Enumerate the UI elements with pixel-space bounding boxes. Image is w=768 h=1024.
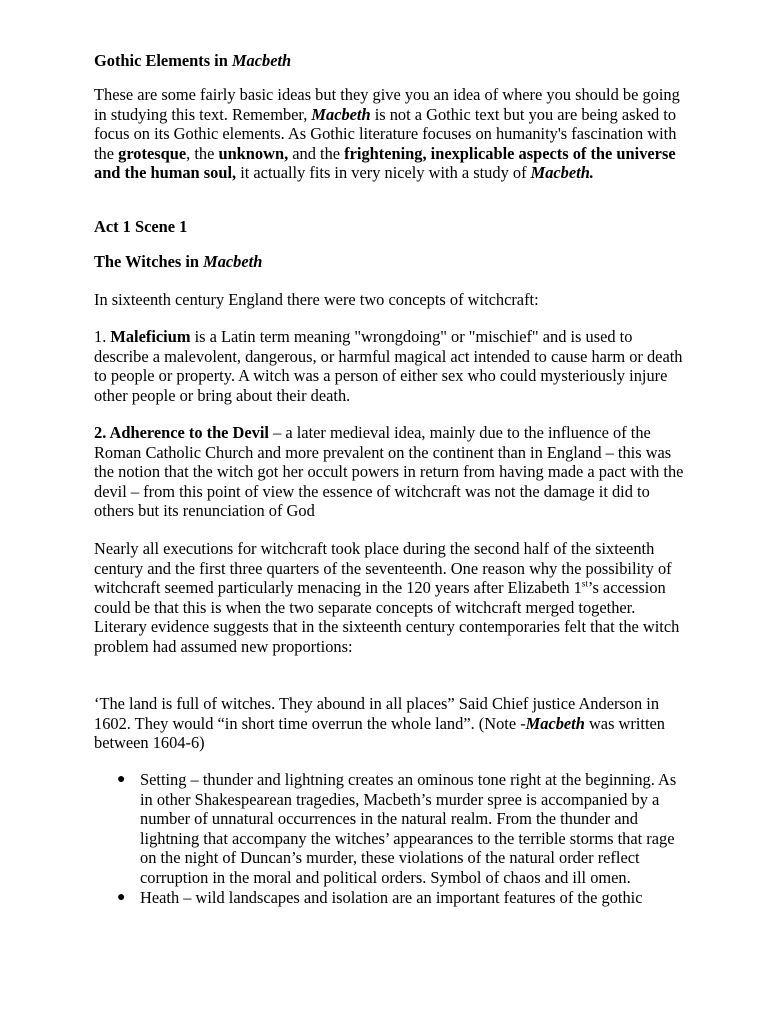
quote-text-1: ‘The land is full of witches. They abound in all places” Said Chief justice Anderson in 1602. They would “in short time overrun the whole land”. (Note - bbox=[94, 694, 660, 733]
quote-macbeth: Macbeth bbox=[525, 713, 585, 733]
quote-paragraph bbox=[94, 694, 684, 753]
concept-1-text: is a Latin term meaning "wrongdoing" or "mischief" and is used to describe a malevolent, dangerous, or harmful magical act intended to cause harm or death to people or property. A witch was a person of either sex who could mysteriously injure other people or bring about their death. bbox=[94, 327, 683, 405]
quote-text-2: was written between 1604-6) bbox=[94, 713, 665, 753]
scene-heading-text: Act 1 Scene 1 bbox=[94, 217, 188, 236]
list-item bbox=[94, 770, 684, 888]
list-item-text: Heath – wild landscapes and isolation are an important features of the gothic bbox=[140, 887, 643, 907]
list-item-text: Setting – thunder and lightning creates an ominous tone right at the beginning. As in other Shakespearean tragedies, Macbeth’s murder spree is accompanied by a number of unnatural occurrences in the natural realm. From the thunder and lightning that accompany the witches’ appearances to the terrible storms that rage on the night of Duncan’s murder, these violations of the natural order reflect corruption in the moral and political orders. Symbol of chaos and ill omen. bbox=[140, 770, 677, 887]
concept-2-term: Adherence to the Devil bbox=[109, 423, 269, 442]
bullet-icon: ● bbox=[117, 889, 126, 905]
witches-heading bbox=[94, 252, 684, 272]
concepts-intro bbox=[94, 290, 684, 310]
scene-heading bbox=[94, 217, 684, 237]
executions-text-2: ’s accession could be that this is when the two separate concepts of witchcraft merged together. Literary evidence suggests that in the sixteenth century contemporaries felt that the witch problem had assumed new proportions: bbox=[94, 578, 680, 656]
intro-frightening: frightening, inexplicable aspects of the universe and the human soul, bbox=[94, 143, 676, 183]
concept-1-term: Maleficium bbox=[110, 327, 191, 346]
intro-unknown: unknown, bbox=[218, 143, 289, 163]
concepts-intro-text: In sixteenth century England there were two concepts of witchcraft: bbox=[94, 290, 539, 309]
intro-text-1: These are some fairly basic ideas but they give you an idea of where you should be going in studying this text. Remember, bbox=[94, 85, 680, 124]
intro-text-3: , the bbox=[186, 143, 219, 163]
title-prefix: Gothic Elements in bbox=[94, 51, 232, 70]
concept-1-number: 1. bbox=[94, 327, 111, 346]
concept-1-paragraph bbox=[94, 327, 684, 405]
gothic-elements-list bbox=[94, 770, 684, 907]
intro-paragraph bbox=[94, 85, 684, 183]
title-italic: Macbeth bbox=[231, 51, 292, 70]
concept-2-text: – a later medieval idea, mainly due to the influence of the Roman Catholic Church and more prevalent on the continent than in England – this was the notion that the witch got her occult powers in return from having made a pact with the devil – from this point of view the essence of witchcraft was not the damage it did to others but its renunciation of God bbox=[94, 423, 684, 521]
intro-macbeth-2: Macbeth. bbox=[530, 163, 594, 183]
intro-text-5: it actually fits in very nicely with a study of bbox=[236, 163, 531, 183]
executions-paragraph bbox=[94, 539, 684, 657]
page-title bbox=[94, 51, 684, 71]
intro-macbeth-1: Macbeth bbox=[311, 104, 371, 124]
witches-heading-prefix: The Witches in bbox=[94, 252, 204, 271]
executions-text-1: Nearly all executions for witchcraft took place during the second half of the sixteenth century and the first three quarters of the seventeenth. One reason why the possibility of witchcraft seemed particularly menacing in the 120 years after Elizabeth 1 bbox=[94, 539, 672, 598]
concept-2-paragraph bbox=[94, 423, 684, 521]
concept-2-number: 2. bbox=[94, 423, 110, 442]
intro-text-4: and the bbox=[288, 143, 345, 163]
intro-text-2: is not a Gothic text but you are being asked to focus on its Gothic elements. As Gothic literature focuses on humanity's fascination with the bbox=[94, 104, 677, 163]
executions-superscript: st bbox=[581, 578, 588, 589]
witches-heading-italic: Macbeth bbox=[203, 252, 263, 271]
bullet-icon: ● bbox=[117, 772, 126, 787]
intro-grotesque: grotesque bbox=[118, 143, 187, 163]
list-item bbox=[94, 888, 684, 908]
